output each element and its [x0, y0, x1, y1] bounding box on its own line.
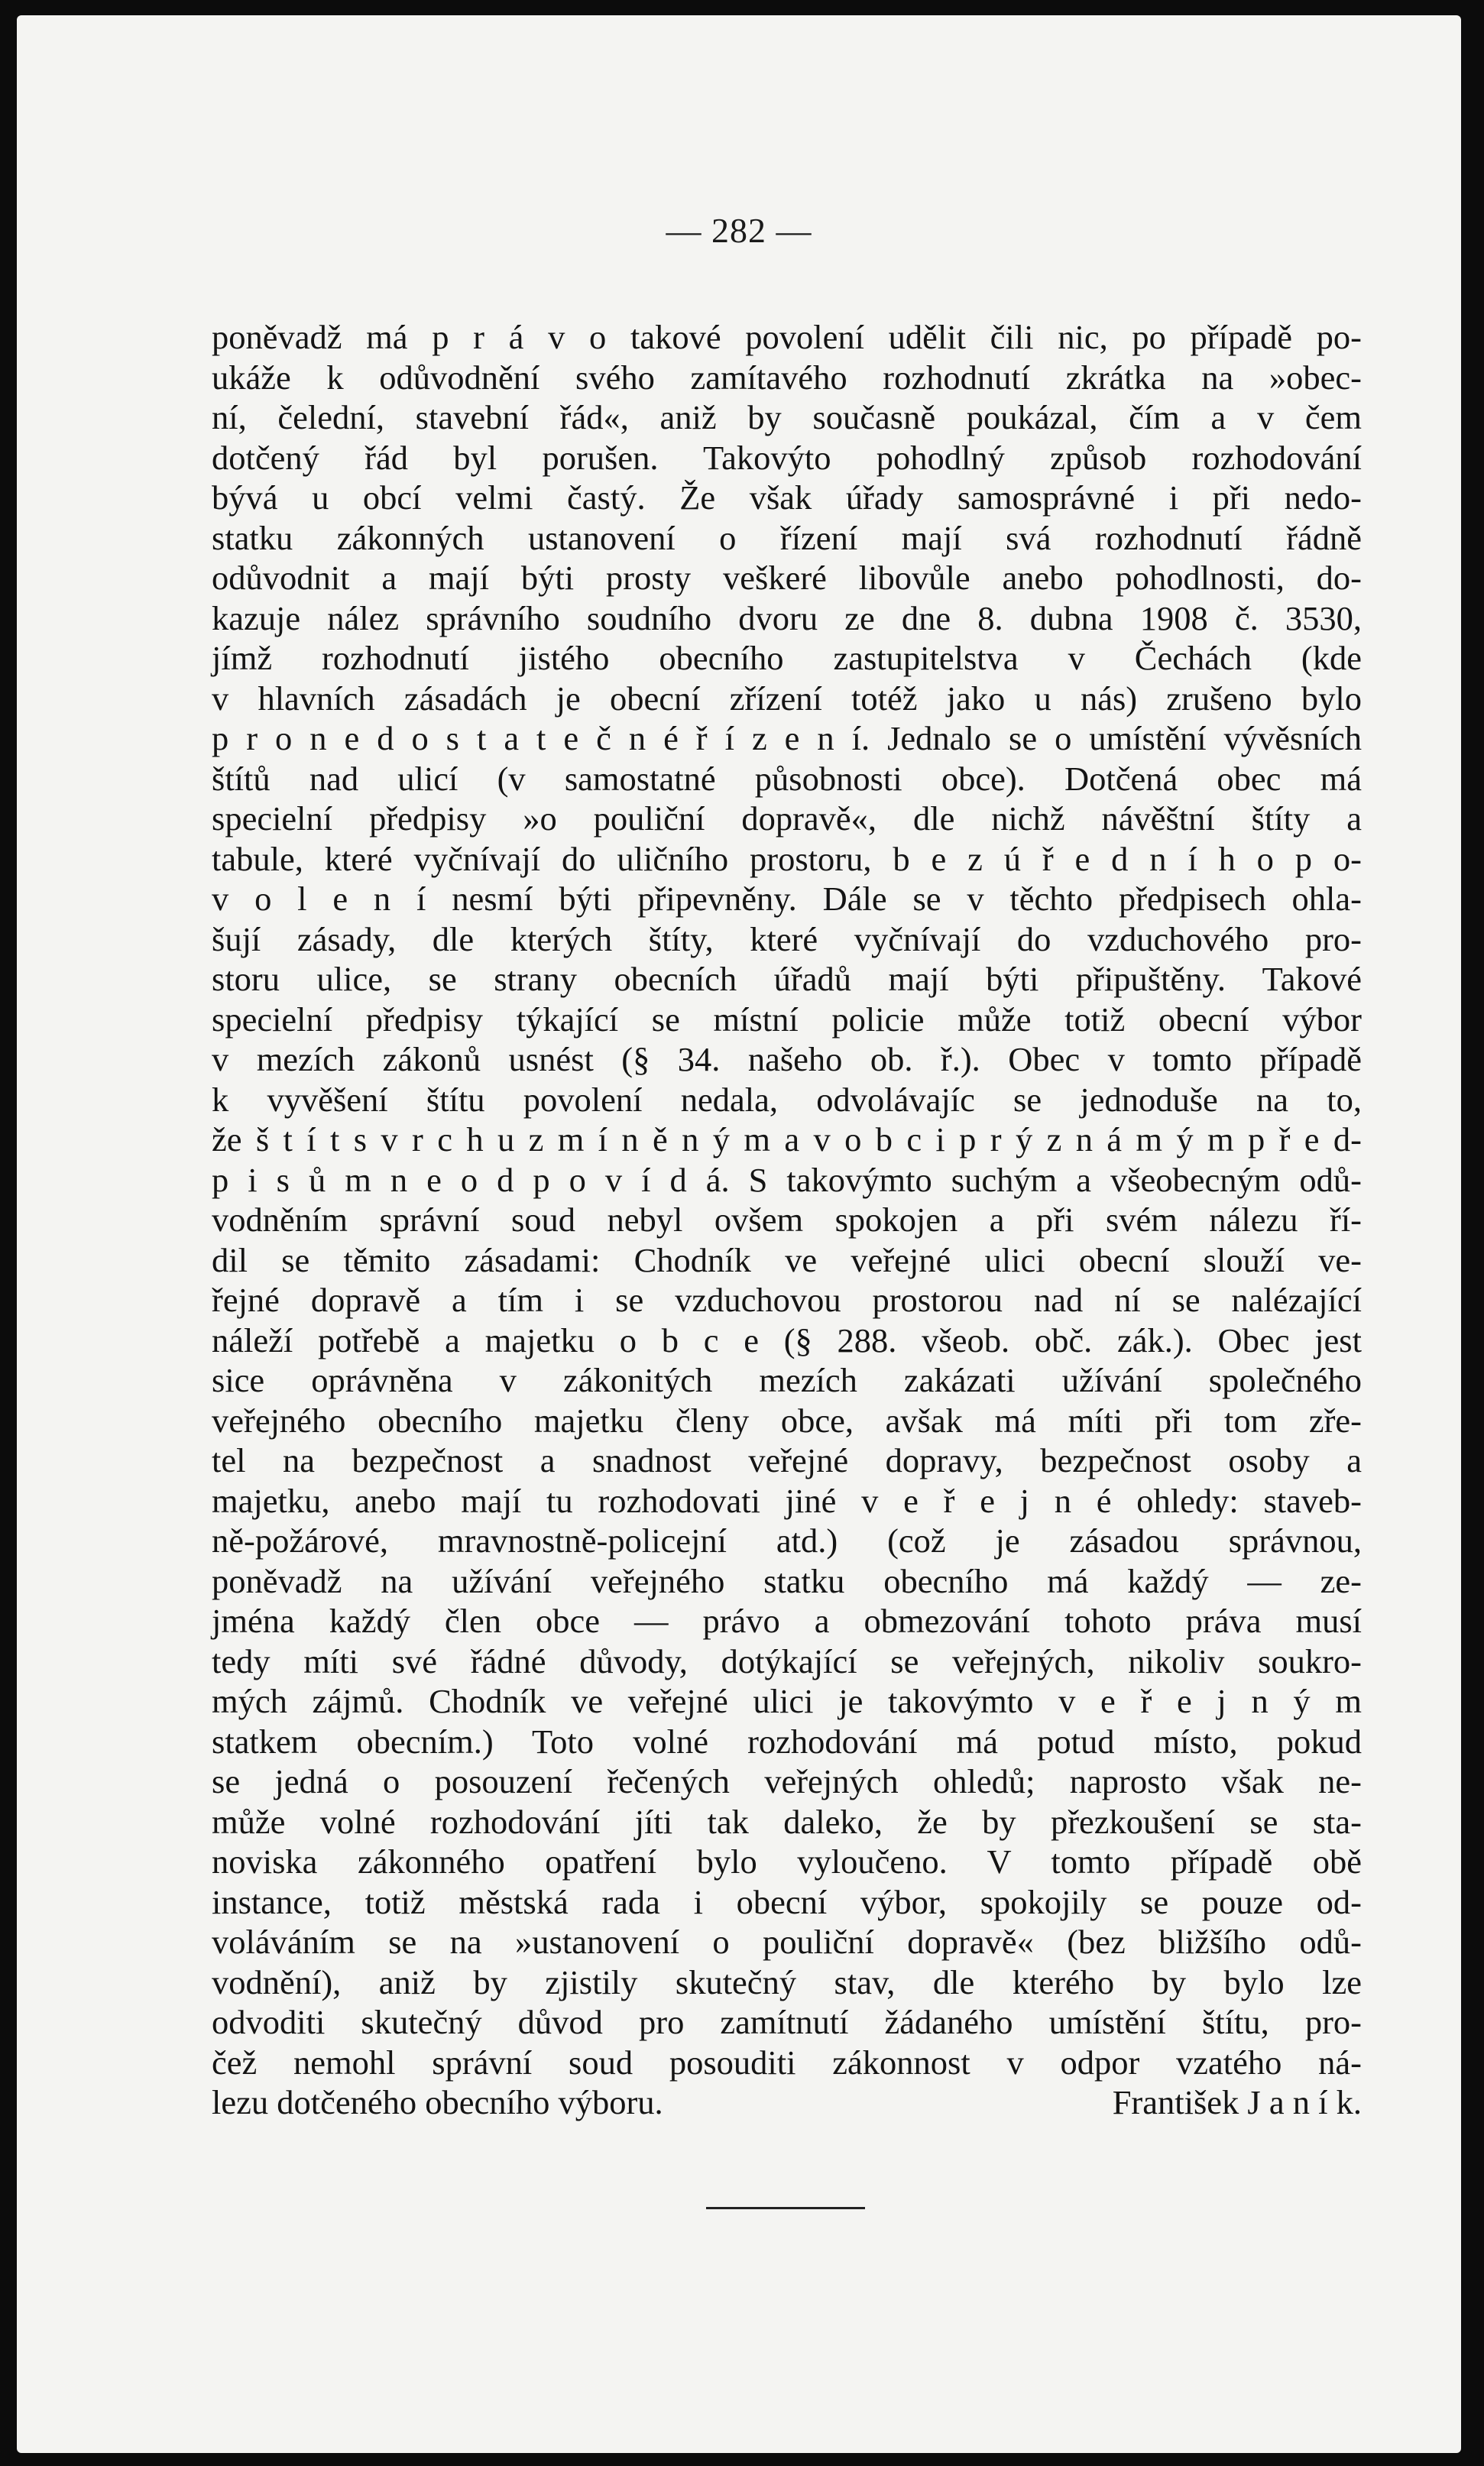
text-line: ukáže k odůvodnění svého zamítavého rozhodnutí zkrátka na »obec-	[212, 358, 1362, 397]
text-line: jímž rozhodnutí jistého obecního zastupitelstva v Čechách (kde	[212, 639, 1362, 677]
text-line: ní, čelední, stavební řád«, aniž by současně poukázal, čím a v čem	[212, 398, 1362, 436]
text-line: vodnění), aniž by zjistily skutečný stav, dle kterého by bylo lze	[212, 1962, 1362, 2001]
text-line: v o l e n í nesmí býti připevněny. Dále se v těchto předpisech ohla-	[212, 880, 1362, 918]
text-line: veřejného obecního majetku členy obce, avšak má míti při tom zře-	[212, 1401, 1362, 1440]
text-line: v mezích zákonů usnést (§ 34. našeho ob. ř.). Obec v tomto případě	[212, 1040, 1362, 1078]
text-line: štítů nad ulicí (v samostatné působnosti obce). Dotčená obec má	[212, 759, 1362, 798]
text-line: voláváním se na »ustanovení o pouliční dopravě« (bez bližšího odů-	[212, 1923, 1362, 1961]
text-line: v hlavních zásadách je obecní zřízení totéž jako u nás) zrušeno bylo	[212, 679, 1362, 718]
text-line: šují zásady, dle kterých štíty, které vyčnívají do vzduchového pro-	[212, 919, 1362, 958]
text-line: tabule, které vyčnívají do uličního prostoru, b e z ú ř e d n í h o p o-	[212, 839, 1362, 878]
text-line: sice oprávněna v zákonitých mezích zakázati užívání společného	[212, 1361, 1362, 1399]
text-line: kazuje nález správního soudního dvoru ze dne 8. dubna 1908 č. 3530,	[212, 598, 1362, 637]
text-line: tedy míti své řádné důvody, dotýkající se veřejných, nikoliv soukro-	[212, 1641, 1362, 1680]
text-line: řejné dopravě a tím i se vzduchovou prostorou nad ní se nalézající	[212, 1281, 1362, 1319]
text-line: že š t í t s v r c h u z m í n ě n ý m a v o b c i p r ý z n á m ý m p ř e d-	[212, 1120, 1362, 1158]
text-line: jména každý člen obce — právo a obmezování tohoto práva musí	[212, 1602, 1362, 1640]
text-line-last	[212, 2082, 1362, 2123]
text-line: může volné rozhodování jíti tak daleko, že by přezkoušení se sta-	[212, 1802, 1362, 1841]
text-line: majetku, anebo mají tu rozhodovati jiné v e ř e j n é ohledy: staveb-	[212, 1481, 1362, 1520]
text-line: poněvadž má p r á v o takové povolení udělit čili nic, po případě po-	[212, 318, 1362, 356]
body-text	[212, 317, 1362, 2123]
text-line: ně-požárové, mravnostně-policejní atd.) (což je zásadou správnou,	[212, 1521, 1362, 1560]
text-line: bývá u obcí velmi častý. Že však úřady samosprávné i při nedo-	[212, 478, 1362, 517]
last-line-text: lezu dotčeného obecního výboru.	[212, 2083, 663, 2121]
text-line: statkem obecním.) Toto volné rozhodování má potud místo, pokud	[212, 1722, 1362, 1761]
text-line: specielní předpisy týkající se místní policie může totiž obecní výbor	[212, 1000, 1362, 1039]
text-line: tel na bezpečnost a snadnost veřejné dopravy, bezpečnost osoby a	[212, 1441, 1362, 1479]
end-rule	[706, 2207, 865, 2209]
text-line: k vyvěšení štítu povolení nedala, odvolávajíc se jednoduše na to,	[212, 1080, 1362, 1119]
text-line: specielní předpisy »o pouliční dopravě«, dle nichž návěštní štíty a	[212, 799, 1362, 838]
text-line: odvoditi skutečný důvod pro zamítnutí žádaného umístění štítu, pro-	[212, 2003, 1362, 2041]
text-line: noviska zákonného opatření bylo vyloučeno. V tomto případě obě	[212, 1842, 1362, 1881]
text-line: mých zájmů. Chodník ve veřejné ulici je takovýmto v e ř e j n ý m	[212, 1682, 1362, 1720]
author-signature: František J a n í k.	[1112, 2083, 1362, 2121]
text-line: p i s ů m n e o d p o v í d á. S takovýmto suchým a všeobecným odů-	[212, 1160, 1362, 1199]
text-line: náleží potřebě a majetku o b c e (§ 288. všeob. obč. zák.). Obec jest	[212, 1320, 1362, 1359]
text-line: storu ulice, se strany obecních úřadů mají býti připuštěny. Takové	[212, 960, 1362, 998]
text-line: dotčený řád byl porušen. Takovýto pohodlný způsob rozhodování	[212, 438, 1362, 477]
text-line: instance, totiž městská rada i obecní výbor, spokojily se pouze od-	[212, 1882, 1362, 1921]
text-line: dil se těmito zásadami: Chodník ve veřejné ulici obecní slouží ve-	[212, 1240, 1362, 1279]
page-number: — 282 —	[666, 211, 812, 250]
text-line: vodněním správní soud nebyl ovšem spokojen a při svém nálezu ří-	[212, 1201, 1362, 1239]
text-line: odůvodnit a mají býti prosty veškeré libovůle anebo pohodlnosti, do-	[212, 559, 1362, 597]
text-line: čež nemohl správní soud posouditi zákonnost v odpor vzatého ná-	[212, 2043, 1362, 2082]
text-line: poněvadž na užívání veřejného statku obecního má každý — ze-	[212, 1561, 1362, 1600]
text-line: p r o n e d o s t a t e č n é ř í z e n í. Jednalo se o umístění vývěsních	[212, 719, 1362, 757]
document-page	[17, 15, 1461, 2453]
text-line: statku zákonných ustanovení o řízení mají svá rozhodnutí řádně	[212, 518, 1362, 557]
text-line: se jedná o posouzení řečených veřejných ohledů; naprosto však ne-	[212, 1762, 1362, 1800]
